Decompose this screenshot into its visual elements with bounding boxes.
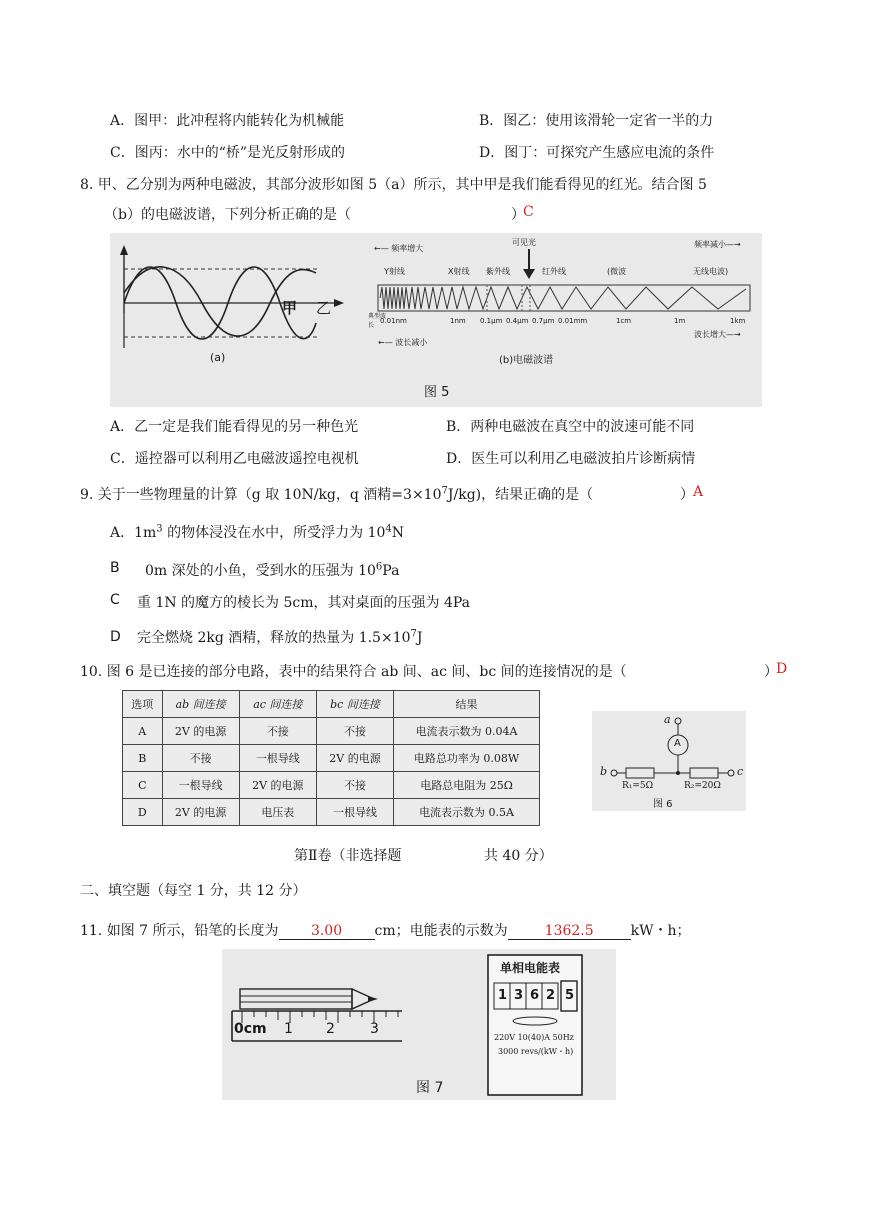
q11-answer-length: 3.00 <box>279 923 375 940</box>
wl-7: 1m <box>674 317 686 325</box>
q9-option-b-pre: 0m 深处的小鱼，受到水的压强为 10 <box>145 563 376 579</box>
table-cell: 不接 <box>239 718 316 745</box>
meter-digit: 1 <box>498 988 508 1003</box>
figure-7 <box>222 949 616 1100</box>
table-cell: A <box>123 718 163 745</box>
table-cell: 不接 <box>162 745 239 772</box>
table-row <box>123 772 540 799</box>
band-microwave: (微波 <box>607 267 627 276</box>
q9-option-d-pre: 完全燃烧 2kg 酒精，释放的热量为 1.5×10 <box>137 630 411 646</box>
ruler-label-1: 1 <box>284 1021 293 1037</box>
table-cell: 电流表示数为 0.04A <box>394 718 540 745</box>
q9-option-c-letter: C <box>110 592 120 608</box>
q8-option-a: A．乙一定是我们能看得见的另一种色光 <box>110 419 359 435</box>
table-cell: 2V 的电源 <box>239 772 316 799</box>
q9-option-a <box>110 522 404 542</box>
table-cell: C <box>123 772 163 799</box>
meter-digit-decimal: 5 <box>565 988 575 1003</box>
fig5-caption-b: (b)电磁波谱 <box>499 355 554 366</box>
section-2-score: 共 40 分） <box>484 848 553 864</box>
ammeter-label: A <box>674 738 681 749</box>
wl-decrease-label: ←— 波长减小 <box>378 338 428 347</box>
q8-option-b: B．两种电磁波在真空中的波速可能不同 <box>446 419 695 435</box>
freq-increase-label: ←— 频率增大 <box>374 244 424 253</box>
table-cell: 电路总电阻为 25Ω <box>394 772 540 799</box>
meter-spec-1: 220V 10(40)A 50Hz <box>494 1033 574 1042</box>
table-header: ab 间连接 <box>162 691 239 718</box>
wl-5: 0.01mm <box>558 317 588 325</box>
q11-mid: cm；电能表的示数为 <box>374 923 508 939</box>
node-c-label: c <box>737 765 744 778</box>
q8-option-c: C．遥控器可以利用乙电磁波遥控电视机 <box>110 451 359 467</box>
meter-digit: 6 <box>530 988 540 1003</box>
fig7-label: 图 7 <box>416 1080 444 1096</box>
q7-option-a: A．图甲：此冲程将内能转化为机械能 <box>110 113 345 129</box>
q8-stem-line1: 8. 甲、乙分别为两种电磁波，其部分波形如图 5（a）所示，其中甲是我们能看得见的红光。结合图 5 <box>80 177 707 193</box>
figure-6 <box>592 711 746 811</box>
meter-spec-2: 3000 revs/(kW・h) <box>498 1047 574 1056</box>
visible-light-label: 可见光 <box>512 238 536 247</box>
table-header: bc 间连接 <box>316 691 393 718</box>
wl-3: 0.4μm <box>506 317 529 325</box>
q7-option-b: B．图乙：使用该滑轮一定省一半的力 <box>479 113 714 129</box>
q9-answer: A <box>693 484 704 500</box>
wl-increase-label: 波长增大—→ <box>694 330 741 339</box>
r2-label: R₂=20Ω <box>684 781 721 791</box>
table-cell: 不接 <box>316 718 393 745</box>
wave-label-yi: 乙 <box>316 299 332 317</box>
q10-stem: 10. 图 6 是已连接的部分电路，表中的结果符合 ab 间、ac 间、bc 间的连接情况的是（ <box>80 664 627 680</box>
table-cell: 2V 的电源 <box>162 718 239 745</box>
wl-4: 0.7μm <box>532 317 555 325</box>
table-header: 结果 <box>394 691 540 718</box>
table-header-row <box>123 691 540 718</box>
band-uv: 紫外线 <box>486 267 510 276</box>
ruler-label-3: 3 <box>370 1021 379 1037</box>
q11-post: kW・h； <box>630 923 691 939</box>
q9-option-a-pre: A．1m <box>110 525 157 541</box>
fill-in-heading: 二、填空题（每空 1 分，共 12 分） <box>80 883 307 899</box>
table-header: ac 间连接 <box>239 691 316 718</box>
wave-label-jia: 甲 <box>282 299 298 317</box>
q9-option-a-sup2: 4 <box>385 523 392 535</box>
q9-option-d-letter: D <box>110 629 121 645</box>
wl-6: 1cm <box>616 317 632 325</box>
q8-option-d: D．医生可以利用乙电磁波拍片诊断病情 <box>446 451 696 467</box>
table-row <box>123 745 540 772</box>
table-cell: 一根导线 <box>162 772 239 799</box>
q9-option-a-sup1: 3 <box>156 523 163 535</box>
wl-1: 1nm <box>450 317 466 325</box>
q9-option-b-post: Pa <box>382 563 400 579</box>
table-header: 选项 <box>123 691 163 718</box>
q9-option-b-sup: 6 <box>375 561 383 573</box>
q9-stem-pre: 9. 关于一些物理量的计算（g 取 10N/kg，q 酒精=3×10 <box>80 487 442 503</box>
q10-close-paren: ） <box>764 664 778 680</box>
table-cell: 不接 <box>316 772 393 799</box>
node-b-label: b <box>600 765 608 778</box>
table-cell: 一根导线 <box>316 799 393 826</box>
table-cell: B <box>123 745 163 772</box>
table-cell: D <box>123 799 163 826</box>
q9-stem-sup: 7 <box>441 485 448 497</box>
q8-stem-line2: （b）的电磁波谱，下列分析正确的是（ <box>104 207 351 223</box>
q9-option-a-mid: 的物体浸没在水中，所受浮力为 10 <box>162 525 386 541</box>
q9-stem-post: J/kg)，结果正确的是（ <box>447 487 594 503</box>
figure-5 <box>110 233 762 407</box>
node-a-label: a <box>664 713 671 726</box>
table-cell: 电路总功率为 0.08W <box>394 745 540 772</box>
q11-answer-meter: 1362.5 <box>508 923 631 940</box>
q9-option-b-letter: B <box>110 560 120 576</box>
band-xray: X射线 <box>448 267 470 276</box>
fig5-label: 图 5 <box>424 385 450 400</box>
q9-option-a-post: N <box>391 525 405 541</box>
q9-option-d-sup: 7 <box>410 628 417 640</box>
q9-option-b <box>145 560 399 580</box>
table-cell: 2V 的电源 <box>316 745 393 772</box>
table-cell: 一根导线 <box>239 745 316 772</box>
table-cell: 电流表示数为 0.5A <box>394 799 540 826</box>
table-row <box>123 718 540 745</box>
r1-label: R₁=5Ω <box>622 781 654 791</box>
band-ir: 红外线 <box>542 267 566 276</box>
wavelength-title: 典型波长 <box>368 313 387 329</box>
freq-decrease-label: 频率减小—→ <box>694 240 741 249</box>
table-row <box>123 799 540 826</box>
q8-close-paren: ） <box>511 207 525 223</box>
meter-title: 单相电能表 <box>500 961 561 975</box>
q11-line <box>80 920 691 940</box>
q8-answer: C <box>523 204 534 220</box>
wl-8: 1km <box>730 317 746 325</box>
table-cell: 电压表 <box>239 799 316 826</box>
q10-table <box>122 690 540 826</box>
section-2-title: 第Ⅱ卷（非选择题 <box>294 848 402 864</box>
meter-digit: 2 <box>546 988 556 1003</box>
wl-2: 0.1μm <box>480 317 503 325</box>
q11-pre: 11. 如图 7 所示，铅笔的长度为 <box>80 923 279 939</box>
fig6-label: 图 6 <box>653 799 673 810</box>
q7-option-c: C．图丙：水中的“桥”是光反射形成的 <box>110 145 346 161</box>
band-gamma: Y射线 <box>384 267 405 276</box>
q9-option-d-post: J <box>416 630 423 646</box>
ruler-label-0: 0cm <box>234 1021 267 1037</box>
table-cell: 2V 的电源 <box>162 799 239 826</box>
band-radio: 无线电波) <box>693 267 729 276</box>
fig5-caption-a: (a) <box>210 351 226 364</box>
q10-answer: D <box>776 661 788 677</box>
q9-close-paren: ） <box>680 487 694 503</box>
q9-option-d <box>137 627 423 647</box>
wl-0: 0.01nm <box>380 317 407 325</box>
q7-option-d: D．图丁：可探究产生感应电流的条件 <box>479 145 715 161</box>
q9-option-c: 重 1N 的魔方的棱长为 5cm，其对桌面的压强为 4Pa <box>137 595 471 611</box>
q9-stem <box>80 484 593 504</box>
ruler-label-2: 2 <box>326 1021 335 1037</box>
meter-digit: 3 <box>514 988 524 1003</box>
